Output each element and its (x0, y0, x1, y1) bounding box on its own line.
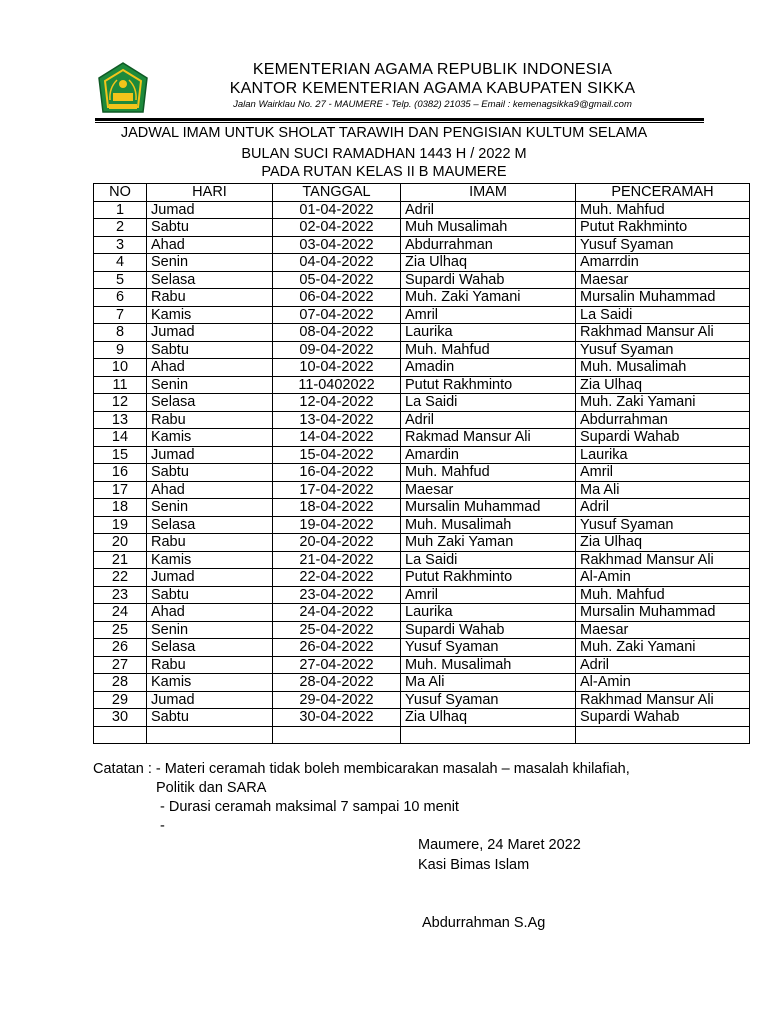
cell-penceramah: Zia Ulhaq (576, 534, 750, 552)
document-title-line1: JADWAL IMAM UNTUK SHOLAT TARAWIH DAN PENGISIAN KULTUM SELAMA (120, 125, 648, 141)
cell-hari: Ahad (147, 236, 273, 254)
cell-penceramah: Rakhmad Mansur Ali (576, 691, 750, 709)
cell-imam: Muh Musalimah (401, 219, 576, 237)
note-line-4: - (160, 818, 165, 834)
cell-penceramah: Maesar (576, 621, 750, 639)
cell-hari: Senin (147, 254, 273, 272)
cell-hari: Ahad (147, 481, 273, 499)
cell-hari: Sabtu (147, 586, 273, 604)
letterhead (95, 60, 705, 118)
table-row (94, 621, 750, 639)
cell-no: 7 (94, 306, 147, 324)
cell-imam: Amril (401, 306, 576, 324)
cell-imam: Muh. Musalimah (401, 656, 576, 674)
cell-imam: Maesar (401, 481, 576, 499)
cell-no: 16 (94, 464, 147, 482)
cell-imam: Muh. Musalimah (401, 516, 576, 534)
office-address: Jalan Wairklau No. 27 - MAUMERE - Telp. (0382) 21035 – Email : kemenagsikka9@gmail.com (233, 99, 632, 110)
cell-imam: Supardi Wahab (401, 621, 576, 639)
cell-imam: Amril (401, 586, 576, 604)
cell-hari: Sabtu (147, 341, 273, 359)
cell-penceramah: Yusuf Syaman (576, 341, 750, 359)
cell-penceramah: Muh. Mahfud (576, 586, 750, 604)
table-row (94, 586, 750, 604)
cell-imam: Muh. Mahfud (401, 341, 576, 359)
schedule-table (93, 183, 750, 744)
cell-tanggal: 22-04-2022 (273, 569, 401, 587)
cell-tanggal: 12-04-2022 (273, 394, 401, 412)
table-row (94, 341, 750, 359)
cell-tanggal: 24-04-2022 (273, 604, 401, 622)
signature-place-date: Maumere, 24 Maret 2022 (418, 837, 581, 853)
header-no: NO (94, 184, 147, 202)
cell-penceramah: Amril (576, 464, 750, 482)
table-row (94, 551, 750, 569)
cell-penceramah: Muh. Zaki Yamani (576, 394, 750, 412)
table-row (94, 464, 750, 482)
cell-tanggal: 10-04-2022 (273, 359, 401, 377)
signature-name: Abdurrahman S.Ag (422, 915, 546, 931)
cell-imam: Yusuf Syaman (401, 691, 576, 709)
cell-no: 17 (94, 481, 147, 499)
cell-no: 5 (94, 271, 147, 289)
document-title-line3: PADA RUTAN KELAS II B MAUMERE (261, 164, 507, 180)
cell-penceramah: Rakhmad Mansur Ali (576, 324, 750, 342)
cell-no: 12 (94, 394, 147, 412)
cell-tanggal (273, 726, 401, 744)
cell-tanggal: 09-04-2022 (273, 341, 401, 359)
table-row (94, 289, 750, 307)
cell-penceramah: Abdurrahman (576, 411, 750, 429)
cell-hari: Jumad (147, 691, 273, 709)
cell-no: 27 (94, 656, 147, 674)
cell-hari: Selasa (147, 394, 273, 412)
cell-no: 4 (94, 254, 147, 272)
cell-hari: Kamis (147, 674, 273, 692)
cell-hari: Kamis (147, 306, 273, 324)
letterhead-rule-thick (95, 118, 704, 121)
cell-penceramah: Amarrdin (576, 254, 750, 272)
table-row (94, 394, 750, 412)
table-row (94, 254, 750, 272)
cell-imam: Muh Zaki Yaman (401, 534, 576, 552)
cell-no: 28 (94, 674, 147, 692)
cell-no: 3 (94, 236, 147, 254)
cell-tanggal: 07-04-2022 (273, 306, 401, 324)
cell-penceramah: Al-Amin (576, 569, 750, 587)
notes (93, 760, 630, 836)
cell-imam: Adril (401, 201, 576, 219)
cell-hari: Selasa (147, 516, 273, 534)
letterhead-text (155, 60, 710, 111)
cell-no: 11 (94, 376, 147, 394)
cell-hari: Ahad (147, 359, 273, 377)
cell-hari: Jumad (147, 569, 273, 587)
ministry-name: KEMENTERIAN AGAMA REPUBLIK INDONESIA (252, 61, 613, 78)
cell-imam: Laurika (401, 604, 576, 622)
cell-tanggal: 02-04-2022 (273, 219, 401, 237)
table-row (94, 324, 750, 342)
cell-no: 30 (94, 709, 147, 727)
note-line-3: - Durasi ceramah maksimal 7 sampai 10 menit (160, 799, 459, 815)
cell-imam: Muh. Zaki Yamani (401, 289, 576, 307)
table-row (94, 726, 750, 744)
cell-imam: Abdurrahman (401, 236, 576, 254)
table-row (94, 219, 750, 237)
cell-tanggal: 19-04-2022 (273, 516, 401, 534)
cell-hari: Selasa (147, 271, 273, 289)
cell-no: 21 (94, 551, 147, 569)
cell-penceramah: Supardi Wahab (576, 709, 750, 727)
cell-no: 9 (94, 341, 147, 359)
cell-tanggal: 08-04-2022 (273, 324, 401, 342)
cell-hari: Ahad (147, 604, 273, 622)
cell-hari: Senin (147, 376, 273, 394)
cell-imam: Putut Rakhminto (401, 569, 576, 587)
schedule-body (94, 201, 750, 744)
cell-no: 24 (94, 604, 147, 622)
table-row (94, 691, 750, 709)
cell-tanggal: 27-04-2022 (273, 656, 401, 674)
cell-no: 23 (94, 586, 147, 604)
cell-no: 19 (94, 516, 147, 534)
header-tanggal: TANGGAL (273, 184, 401, 202)
cell-tanggal: 16-04-2022 (273, 464, 401, 482)
table-row (94, 201, 750, 219)
cell-imam: Muh. Mahfud (401, 464, 576, 482)
cell-hari: Sabtu (147, 219, 273, 237)
table-row (94, 604, 750, 622)
table-row (94, 376, 750, 394)
cell-tanggal: 11-0402022 (273, 376, 401, 394)
cell-no: 8 (94, 324, 147, 342)
cell-hari: Rabu (147, 656, 273, 674)
cell-tanggal: 18-04-2022 (273, 499, 401, 517)
cell-penceramah: Adril (576, 656, 750, 674)
table-row (94, 236, 750, 254)
cell-tanggal: 06-04-2022 (273, 289, 401, 307)
cell-hari: Sabtu (147, 464, 273, 482)
table-row (94, 446, 750, 464)
document-title-line2: BULAN SUCI RAMADHAN 1443 H / 2022 M (241, 146, 527, 162)
header-penceramah: PENCERAMAH (576, 184, 750, 202)
table-row (94, 481, 750, 499)
cell-tanggal: 03-04-2022 (273, 236, 401, 254)
cell-imam: La Saidi (401, 551, 576, 569)
cell-tanggal: 29-04-2022 (273, 691, 401, 709)
cell-no: 1 (94, 201, 147, 219)
cell-imam: Yusuf Syaman (401, 639, 576, 657)
cell-imam: Amadin (401, 359, 576, 377)
cell-imam: Rakmad Mansur Ali (401, 429, 576, 447)
cell-no: 6 (94, 289, 147, 307)
cell-hari: Sabtu (147, 709, 273, 727)
table-row (94, 499, 750, 517)
cell-penceramah: Mursalin Muhammad (576, 604, 750, 622)
header-imam: IMAM (401, 184, 576, 202)
cell-penceramah: Muh. Musalimah (576, 359, 750, 377)
cell-no: 26 (94, 639, 147, 657)
table-row (94, 674, 750, 692)
cell-hari (147, 726, 273, 744)
cell-imam: Amardin (401, 446, 576, 464)
office-name: KANTOR KEMENTERIAN AGAMA KABUPATEN SIKKA (229, 80, 636, 97)
cell-no (94, 726, 147, 744)
cell-imam: Supardi Wahab (401, 271, 576, 289)
cell-no: 25 (94, 621, 147, 639)
cell-tanggal: 01-04-2022 (273, 201, 401, 219)
header-hari: HARI (147, 184, 273, 202)
cell-penceramah: Muh. Zaki Yamani (576, 639, 750, 657)
cell-hari: Kamis (147, 429, 273, 447)
cell-imam: Mursalin Muhammad (401, 499, 576, 517)
cell-hari: Jumad (147, 446, 273, 464)
table-row (94, 709, 750, 727)
cell-penceramah: Putut Rakhminto (576, 219, 750, 237)
cell-no: 14 (94, 429, 147, 447)
cell-penceramah: Rakhmad Mansur Ali (576, 551, 750, 569)
table-header-row (94, 184, 750, 202)
note-line-1: Catatan : - Materi ceramah tidak boleh membicarakan masalah – masalah khilafiah, (93, 761, 630, 777)
cell-penceramah: Adril (576, 499, 750, 517)
table-row (94, 411, 750, 429)
cell-penceramah: Al-Amin (576, 674, 750, 692)
cell-hari: Rabu (147, 289, 273, 307)
cell-hari: Jumad (147, 324, 273, 342)
cell-hari: Senin (147, 621, 273, 639)
note-line-2: Politik dan SARA (156, 780, 267, 796)
cell-hari: Rabu (147, 411, 273, 429)
cell-hari: Senin (147, 499, 273, 517)
table-row (94, 306, 750, 324)
cell-imam: Zia Ulhaq (401, 254, 576, 272)
cell-tanggal: 20-04-2022 (273, 534, 401, 552)
cell-imam: Adril (401, 411, 576, 429)
cell-penceramah (576, 726, 750, 744)
cell-imam: La Saidi (401, 394, 576, 412)
cell-penceramah: Laurika (576, 446, 750, 464)
cell-tanggal: 23-04-2022 (273, 586, 401, 604)
cell-tanggal: 17-04-2022 (273, 481, 401, 499)
cell-imam (401, 726, 576, 744)
table-row (94, 359, 750, 377)
cell-hari: Jumad (147, 201, 273, 219)
cell-hari: Rabu (147, 534, 273, 552)
cell-imam: Laurika (401, 324, 576, 342)
cell-imam: Putut Rakhminto (401, 376, 576, 394)
cell-penceramah: La Saidi (576, 306, 750, 324)
cell-no: 10 (94, 359, 147, 377)
cell-tanggal: 14-04-2022 (273, 429, 401, 447)
cell-tanggal: 28-04-2022 (273, 674, 401, 692)
signature-position: Kasi Bimas Islam (418, 857, 530, 873)
cell-tanggal: 05-04-2022 (273, 271, 401, 289)
cell-no: 13 (94, 411, 147, 429)
cell-no: 15 (94, 446, 147, 464)
table-row (94, 534, 750, 552)
table-row (94, 639, 750, 657)
cell-tanggal: 15-04-2022 (273, 446, 401, 464)
cell-tanggal: 26-04-2022 (273, 639, 401, 657)
cell-no: 18 (94, 499, 147, 517)
cell-imam: Ma Ali (401, 674, 576, 692)
cell-penceramah: Supardi Wahab (576, 429, 750, 447)
table-row (94, 516, 750, 534)
cell-penceramah: Maesar (576, 271, 750, 289)
kemenag-logo-icon (95, 62, 151, 118)
cell-imam: Zia Ulhaq (401, 709, 576, 727)
cell-tanggal: 25-04-2022 (273, 621, 401, 639)
cell-penceramah: Mursalin Muhammad (576, 289, 750, 307)
cell-no: 29 (94, 691, 147, 709)
table-row (94, 569, 750, 587)
cell-tanggal: 21-04-2022 (273, 551, 401, 569)
table-row (94, 656, 750, 674)
cell-tanggal: 30-04-2022 (273, 709, 401, 727)
cell-penceramah: Yusuf Syaman (576, 236, 750, 254)
table-row (94, 429, 750, 447)
letterhead-rule-thin (95, 122, 704, 123)
cell-no: 20 (94, 534, 147, 552)
cell-hari: Kamis (147, 551, 273, 569)
cell-no: 22 (94, 569, 147, 587)
table-row (94, 271, 750, 289)
cell-tanggal: 04-04-2022 (273, 254, 401, 272)
cell-penceramah: Ma Ali (576, 481, 750, 499)
cell-hari: Selasa (147, 639, 273, 657)
cell-penceramah: Zia Ulhaq (576, 376, 750, 394)
cell-penceramah: Yusuf Syaman (576, 516, 750, 534)
cell-no: 2 (94, 219, 147, 237)
cell-penceramah: Muh. Mahfud (576, 201, 750, 219)
cell-tanggal: 13-04-2022 (273, 411, 401, 429)
